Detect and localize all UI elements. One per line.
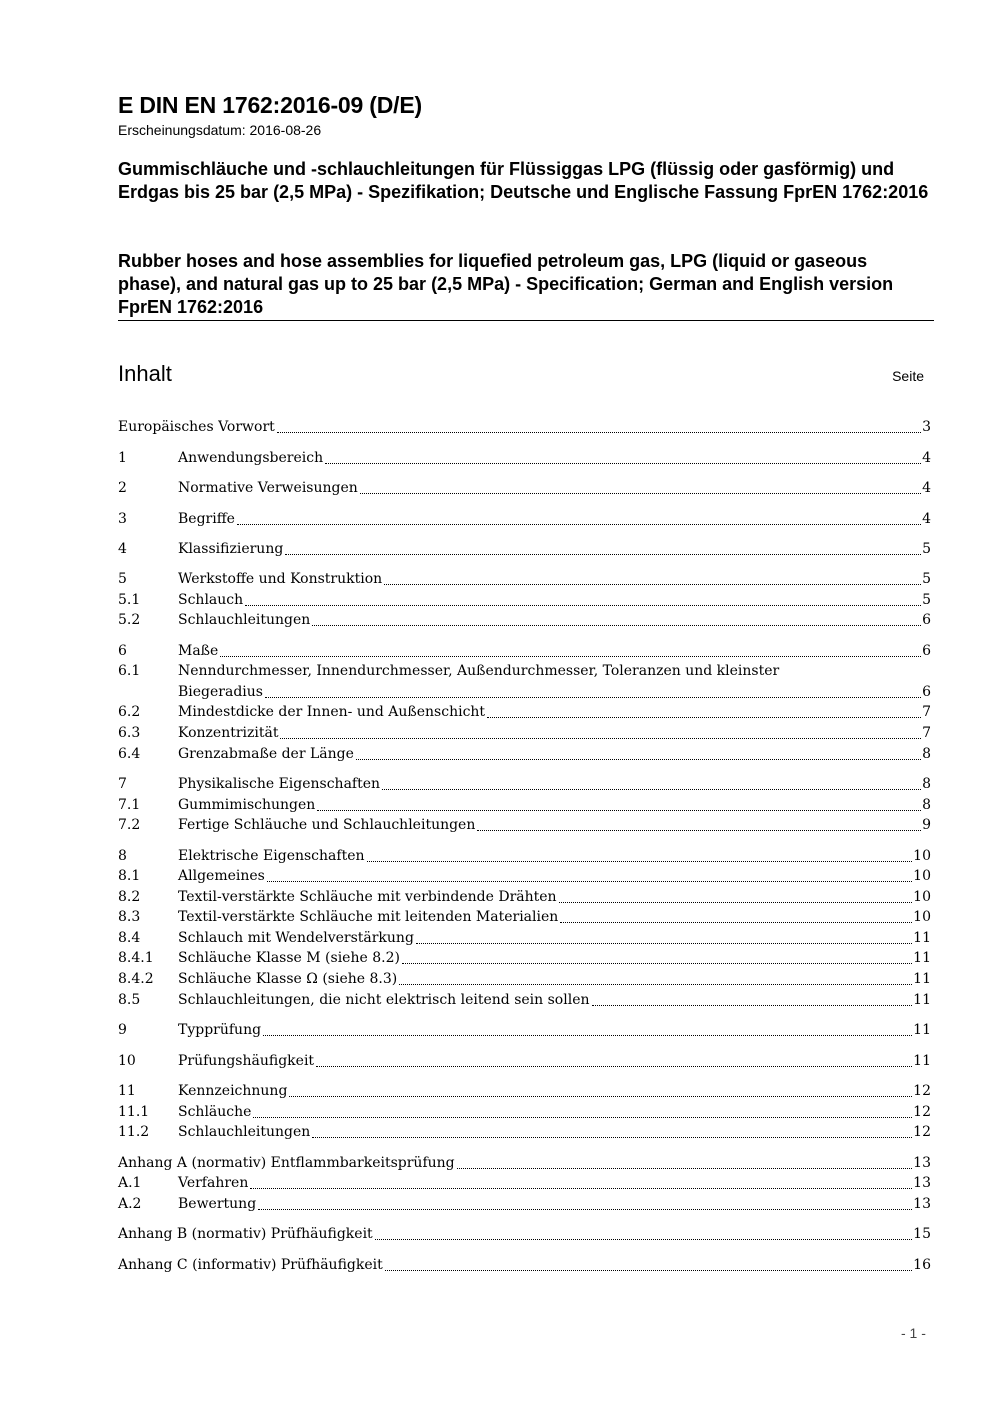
toc-entry-page: 8	[922, 746, 931, 762]
toc-entry[interactable]	[118, 641, 931, 661]
toc-entry-page: 13	[913, 1155, 931, 1171]
toc-entry-number: A.2	[118, 1196, 142, 1212]
toc-entry-page: 11	[913, 971, 931, 987]
toc-entry-page: 12	[913, 1124, 931, 1140]
toc-entry-number: 6	[118, 643, 127, 659]
toc-entry-number: 11	[118, 1083, 136, 1099]
toc-entry[interactable]	[118, 569, 931, 589]
toc-entry-title: Bewertung	[178, 1196, 257, 1212]
toc-entry-title: Grenzabmaße der Länge	[178, 746, 354, 762]
toc-entry-number: 8.5	[118, 992, 141, 1008]
toc-dot-leader	[289, 1095, 912, 1097]
publication-date: Erscheinungsdatum: 2016-08-26	[118, 122, 322, 138]
toc-entry-number: 6.2	[118, 704, 141, 720]
toc-dot-leader	[277, 431, 921, 433]
toc-entry[interactable]	[118, 610, 931, 630]
toc-entry-page: 16	[913, 1257, 931, 1273]
toc-entry[interactable]	[118, 907, 931, 927]
title-english: Rubber hoses and hose assemblies for liquefied petroleum gas, LPG (liquid or gaseous phase), and natural gas up to 25 bar (2,5 MPa) - Specification; German and English version FprEN 1762:2016	[118, 251, 894, 317]
toc-entry-title: Schlauchleitungen, die nicht elektrisch leitend sein sollen	[178, 992, 590, 1008]
toc-entry[interactable]	[118, 1051, 931, 1071]
toc-entry-page: 12	[913, 1104, 931, 1120]
toc-entry-page: 8	[922, 797, 931, 813]
toc-dot-leader	[265, 696, 921, 698]
toc-entry-title: Physikalische Eigenschaften	[178, 776, 381, 792]
toc-entry-number: 5	[118, 571, 127, 587]
toc-dot-leader	[258, 1208, 912, 1210]
toc-entry-title: Anhang B (normativ) Prüfhäufigkeit	[118, 1226, 373, 1242]
toc-entry-page: 7	[922, 704, 931, 720]
toc-entry-number: 5.2	[118, 612, 141, 628]
toc-entry-title: Anhang A (normativ) Entflammbarkeitsprüfung	[118, 1155, 455, 1171]
toc-entry-number: 10	[118, 1053, 136, 1069]
toc-entry-title: Elektrische Eigenschaften	[178, 848, 365, 864]
toc-entry-page: 6	[922, 643, 931, 659]
toc-entry-title: Mindestdicke der Innen- und Außenschicht	[178, 704, 486, 720]
toc-entry[interactable]	[118, 1194, 931, 1214]
toc-entry[interactable]	[118, 1081, 931, 1101]
toc-entry[interactable]	[118, 509, 931, 529]
toc-entry-number: 6.4	[118, 746, 141, 762]
toc-entry[interactable]	[118, 1153, 931, 1173]
toc-entry-number: 4	[118, 541, 127, 557]
toc-entry-number: 8.4.1	[118, 950, 154, 966]
toc-entry-number: 8.4	[118, 930, 141, 946]
toc-dot-leader	[267, 880, 912, 882]
toc-dot-leader	[356, 758, 921, 760]
toc-dot-leader	[382, 788, 921, 790]
toc-entry-number: 7	[118, 776, 127, 792]
toc-entry-page: 9	[922, 817, 931, 833]
toc-entry-number: 2	[118, 480, 127, 496]
toc-dot-leader	[360, 492, 921, 494]
toc-entry[interactable]	[118, 590, 931, 610]
toc-entry-number: 8.1	[118, 868, 141, 884]
toc-entry-number: 6.1	[118, 663, 141, 679]
toc-entry[interactable]	[118, 744, 931, 764]
toc-entry-page: 11	[913, 950, 931, 966]
toc-entry-number: 11.1	[118, 1104, 150, 1120]
toc-entry-title: Fertige Schläuche und Schlauchleitungen	[178, 817, 476, 833]
toc-entry-page: 10	[913, 868, 931, 884]
toc-entry[interactable]	[118, 1255, 931, 1275]
toc-entry-page: 6	[922, 612, 931, 628]
toc-entry-title-line1: Nenndurchmesser, Innendurchmesser, Außendurchmesser, Toleranzen und kleinster	[178, 663, 780, 679]
toc-entry-title: Verfahren	[178, 1175, 249, 1191]
toc-entry-title: Maße	[178, 643, 219, 659]
toc-entry-title: Konzentrizität	[178, 725, 279, 741]
toc-dot-leader	[325, 462, 921, 464]
toc-entry-number: 8.2	[118, 889, 141, 905]
toc-entry-number: 9	[118, 1022, 127, 1038]
toc-entry-number: 7.1	[118, 797, 141, 813]
toc-dot-leader	[253, 1116, 912, 1118]
toc-entry-page: 8	[922, 776, 931, 792]
toc-page-column-label: Seite	[892, 368, 924, 384]
toc-entry-title: Prüfungshäufigkeit	[178, 1053, 315, 1069]
toc-entry-number: 11.2	[118, 1124, 150, 1140]
toc-entry-number: 1	[118, 450, 127, 466]
toc-entry[interactable]	[118, 661, 931, 702]
toc-entry[interactable]	[118, 417, 931, 437]
toc-entry-title: Anwendungsbereich	[178, 450, 324, 466]
toc-entry-page: 4	[922, 450, 931, 466]
toc-entry-page: 11	[913, 1053, 931, 1069]
toc-entry-title: Normative Verweisungen	[178, 480, 358, 496]
toc-entry[interactable]	[118, 1102, 931, 1122]
toc-entry-title: Werkstoffe und Konstruktion	[178, 571, 383, 587]
toc-dot-leader	[592, 1004, 913, 1006]
toc-entry-page: 15	[913, 1226, 931, 1242]
toc-entry[interactable]	[118, 866, 931, 886]
toc-entry-page: 11	[913, 930, 931, 946]
document-id: E DIN EN 1762:2016-09 (D/E)	[118, 92, 422, 118]
toc-dot-leader	[384, 583, 921, 585]
toc-heading: Inhalt	[118, 361, 172, 386]
toc-entry-number: 8.4.2	[118, 971, 154, 987]
toc-entry-title: Allgemeines	[178, 868, 265, 884]
title-divider	[118, 320, 934, 321]
toc-entry[interactable]	[118, 990, 931, 1010]
toc-dot-leader	[375, 1238, 913, 1240]
toc-entry-title: Schläuche Klasse M (siehe 8.2)	[178, 950, 400, 966]
toc-entry[interactable]	[118, 1020, 931, 1040]
toc-entry[interactable]	[118, 448, 931, 468]
toc-entry-title: Textil-verstärkte Schläuche mit leitenden Materialien	[178, 909, 559, 925]
toc-entry-page: 11	[913, 1022, 931, 1038]
toc-entry-page: 13	[913, 1196, 931, 1212]
toc-dot-leader	[312, 1136, 912, 1138]
toc-dot-leader	[245, 604, 921, 606]
toc-entry[interactable]	[118, 795, 931, 815]
toc-entry[interactable]	[118, 478, 931, 498]
toc-dot-leader	[477, 829, 921, 831]
toc-entry[interactable]	[118, 948, 931, 968]
toc-entry-title: Schlauchleitungen	[178, 612, 311, 628]
toc-entry[interactable]	[118, 846, 931, 866]
toc-entry-title: Klassifizierung	[178, 541, 284, 557]
toc-dot-leader	[487, 716, 921, 718]
toc-dot-leader	[317, 809, 921, 811]
toc-entry-number: 8.3	[118, 909, 141, 925]
toc-entry-title: Schläuche	[178, 1104, 252, 1120]
toc-entry-page: 5	[922, 592, 931, 608]
toc-dot-leader	[280, 737, 921, 739]
toc-dot-leader	[457, 1167, 913, 1169]
toc-entry-page: 13	[913, 1175, 931, 1191]
toc-entry-page: 6	[922, 684, 931, 700]
toc-entry-title: Schlauch	[178, 592, 244, 608]
toc-entry-page: 10	[913, 848, 931, 864]
toc-entry[interactable]	[118, 723, 931, 743]
toc-entry-title: Schläuche Klasse Ω (siehe 8.3)	[178, 971, 398, 987]
toc-entry-title: Europäisches Vorwort	[118, 419, 275, 435]
toc-entry-title: Typprüfung	[178, 1022, 262, 1038]
toc-dot-leader	[367, 860, 913, 862]
toc-entry-title: Gummimischungen	[178, 797, 316, 813]
toc-entry[interactable]	[118, 774, 931, 794]
toc-entry-page: 4	[922, 480, 931, 496]
toc-entry[interactable]	[118, 969, 931, 989]
toc-dot-leader	[250, 1187, 912, 1189]
toc-entry-number: A.1	[118, 1175, 142, 1191]
toc-entry-title: Kennzeichnung	[178, 1083, 288, 1099]
toc-entry[interactable]	[118, 815, 931, 835]
toc-entry[interactable]	[118, 928, 931, 948]
toc-entry[interactable]	[118, 539, 931, 559]
toc-entry-page: 12	[913, 1083, 931, 1099]
toc-entry[interactable]	[118, 1224, 931, 1244]
toc-dot-leader	[559, 901, 913, 903]
toc-entry-title: Biegeradius	[178, 684, 263, 700]
toc-entry-page: 5	[922, 541, 931, 557]
toc-entry-number: 6.3	[118, 725, 141, 741]
toc-entry-page: 7	[922, 725, 931, 741]
toc-entry-page: 4	[922, 511, 931, 527]
toc-entry-number: 3	[118, 511, 127, 527]
toc-dot-leader	[416, 942, 912, 944]
toc-entry[interactable]	[118, 1173, 931, 1193]
toc-entry-page: 10	[913, 889, 931, 905]
toc-dot-leader	[385, 1269, 912, 1271]
toc-dot-leader	[220, 655, 921, 657]
toc-entry-number: 5.1	[118, 592, 141, 608]
toc-dot-leader	[237, 523, 921, 525]
toc-dot-leader	[399, 983, 912, 985]
toc-entry-page: 3	[922, 419, 931, 435]
toc-dot-leader	[312, 624, 921, 626]
toc-entry-title: Begriffe	[178, 511, 235, 527]
toc-entry-page: 10	[913, 909, 931, 925]
toc-entry-title: Anhang C (informativ) Prüfhäufigkeit	[118, 1257, 383, 1273]
toc-entry-title: Schlauch mit Wendelverstärkung	[178, 930, 414, 946]
toc-dot-leader	[263, 1034, 912, 1036]
toc-dot-leader	[560, 921, 912, 923]
toc-entry-title: Textil-verstärkte Schläuche mit verbindende Drähten	[178, 889, 557, 905]
toc-entry[interactable]	[118, 702, 931, 722]
toc-entry-number: 8	[118, 848, 127, 864]
toc-entry[interactable]	[118, 887, 931, 907]
toc-entry-page: 5	[922, 571, 931, 587]
toc-entry-number: 7.2	[118, 817, 141, 833]
toc-dot-leader	[402, 962, 912, 964]
page-number: - 1 -	[901, 1325, 926, 1341]
toc-entry-title: Schlauchleitungen	[178, 1124, 311, 1140]
toc-entry-page: 11	[913, 992, 931, 1008]
toc-dot-leader	[285, 553, 921, 555]
toc-entry[interactable]	[118, 1122, 931, 1142]
title-german: Gummischläuche und -schlauchleitungen für Flüssiggas LPG (flüssig oder gasförmig) und Erdgas bis 25 bar (2,5 MPa) - Spezifikation; Deutsche und Englische Fassung FprEN 1762:2016	[118, 159, 929, 202]
toc-dot-leader	[316, 1065, 912, 1067]
